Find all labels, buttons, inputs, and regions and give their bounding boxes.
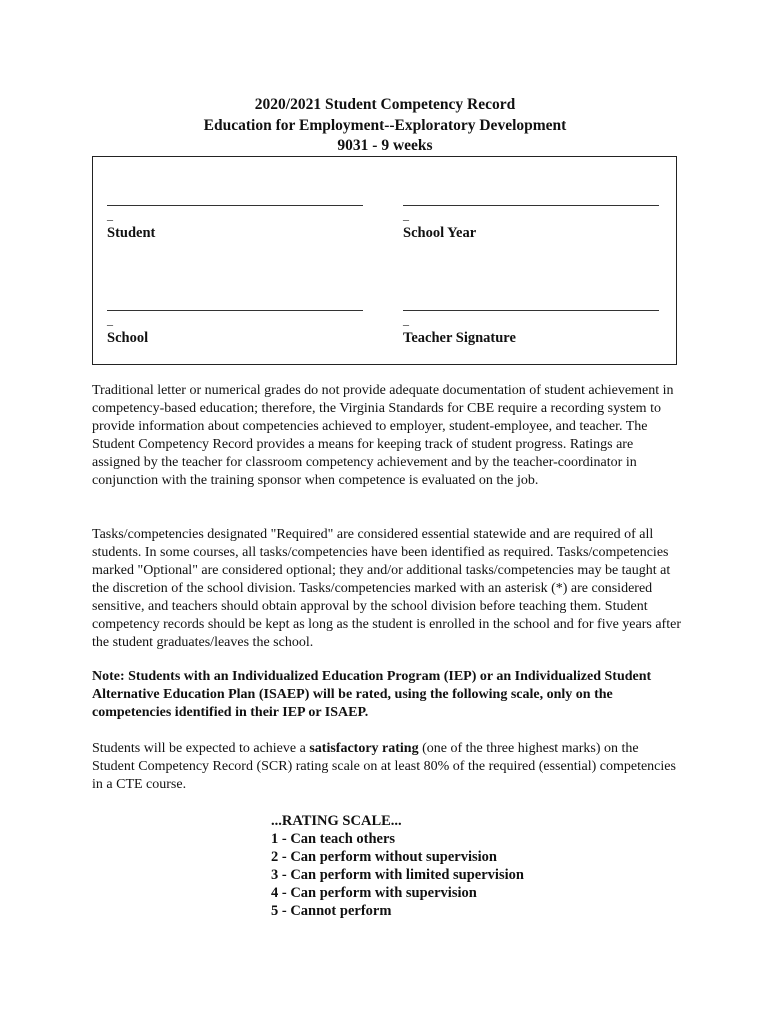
title-line-2: Education for Employment--Exploratory Development bbox=[203, 116, 567, 134]
signature-line bbox=[403, 205, 659, 206]
line-tick: _ bbox=[107, 208, 113, 222]
grading-paragraph: Traditional letter or numerical grades do not provide adequate documentation of student achievement in competency-based education; therefore, the Virginia Standards for CBE require a recording system to provide information about competencies achieved to employer, student-employee, and teacher. The Student Competency Record provides a means for keeping track of student progress. Ratings are assigned by the teacher for classroom competency achievement and by the teacher-coordinator in conjunction with the training sponsor when competence is evaluated on the job. bbox=[92, 383, 674, 488]
rating-scale-heading: ...RATING SCALE... bbox=[271, 813, 402, 829]
rating-item-3: 3 - Can perform with limited supervision bbox=[271, 867, 524, 883]
signature-line bbox=[403, 310, 659, 311]
expectation-text-start: Students will be expected to achieve a bbox=[92, 741, 310, 756]
iep-note: Note: Students with an Individualized Education Program (IEP) or an Individualized Student Alternative Education Plan (ISAEP) will be rated, using the following scale, only on the competencies identified in their IEP or ISAEP. bbox=[92, 669, 652, 720]
school-year-field[interactable] bbox=[403, 205, 661, 242]
school-label: School bbox=[107, 330, 149, 346]
line-tick: _ bbox=[403, 208, 409, 222]
teacher-signature-label: Teacher Signature bbox=[403, 330, 516, 346]
line-tick: _ bbox=[403, 313, 409, 327]
title-line-3: 9031 - 9 weeks bbox=[337, 137, 433, 154]
rating-item-1: 1 - Can teach others bbox=[271, 831, 396, 847]
satisfactory-rating-term: satisfactory rating bbox=[309, 741, 419, 756]
rating-scale bbox=[271, 812, 524, 920]
line-tick: _ bbox=[107, 313, 113, 327]
student-label: Student bbox=[107, 225, 156, 241]
signature-line bbox=[107, 310, 363, 311]
student-info-box bbox=[92, 156, 677, 365]
rating-item-4: 4 - Can perform with supervision bbox=[271, 885, 477, 901]
expectation-paragraph bbox=[92, 740, 682, 794]
signature-line bbox=[107, 205, 363, 206]
school-field[interactable] bbox=[107, 310, 365, 347]
tasks-paragraph: Tasks/competencies designated "Required" are considered essential statewide and are required of all students. In some courses, all tasks/competencies have been identified as required. Tasks/competencies marked "Optional" are considered optional; they and/or additional tasks/competencies may be taught at the discretion of the school division. Tasks/competencies marked with an asterisk (*) are considered sensitive, and teachers should obtain approval by the school division before teaching them. Student competency records should be kept as long as the student is enrolled in the school and for five years after the student graduates/leaves the school. bbox=[92, 527, 681, 650]
student-field[interactable] bbox=[107, 205, 365, 242]
expectation-text-end: (one of the three highest marks) on the Student Competency Record (SCR) rating scale on at least 80% of the required (essential) competencies in a CTE course. bbox=[92, 741, 676, 792]
title-line-1: 2020/2021 Student Competency Record bbox=[254, 96, 516, 113]
school-year-label: School Year bbox=[403, 225, 477, 241]
rating-item-5: 5 - Cannot perform bbox=[271, 903, 392, 919]
teacher-signature-field[interactable] bbox=[403, 310, 661, 347]
document-title bbox=[0, 95, 770, 157]
rating-item-2: 2 - Can perform without supervision bbox=[271, 849, 497, 865]
